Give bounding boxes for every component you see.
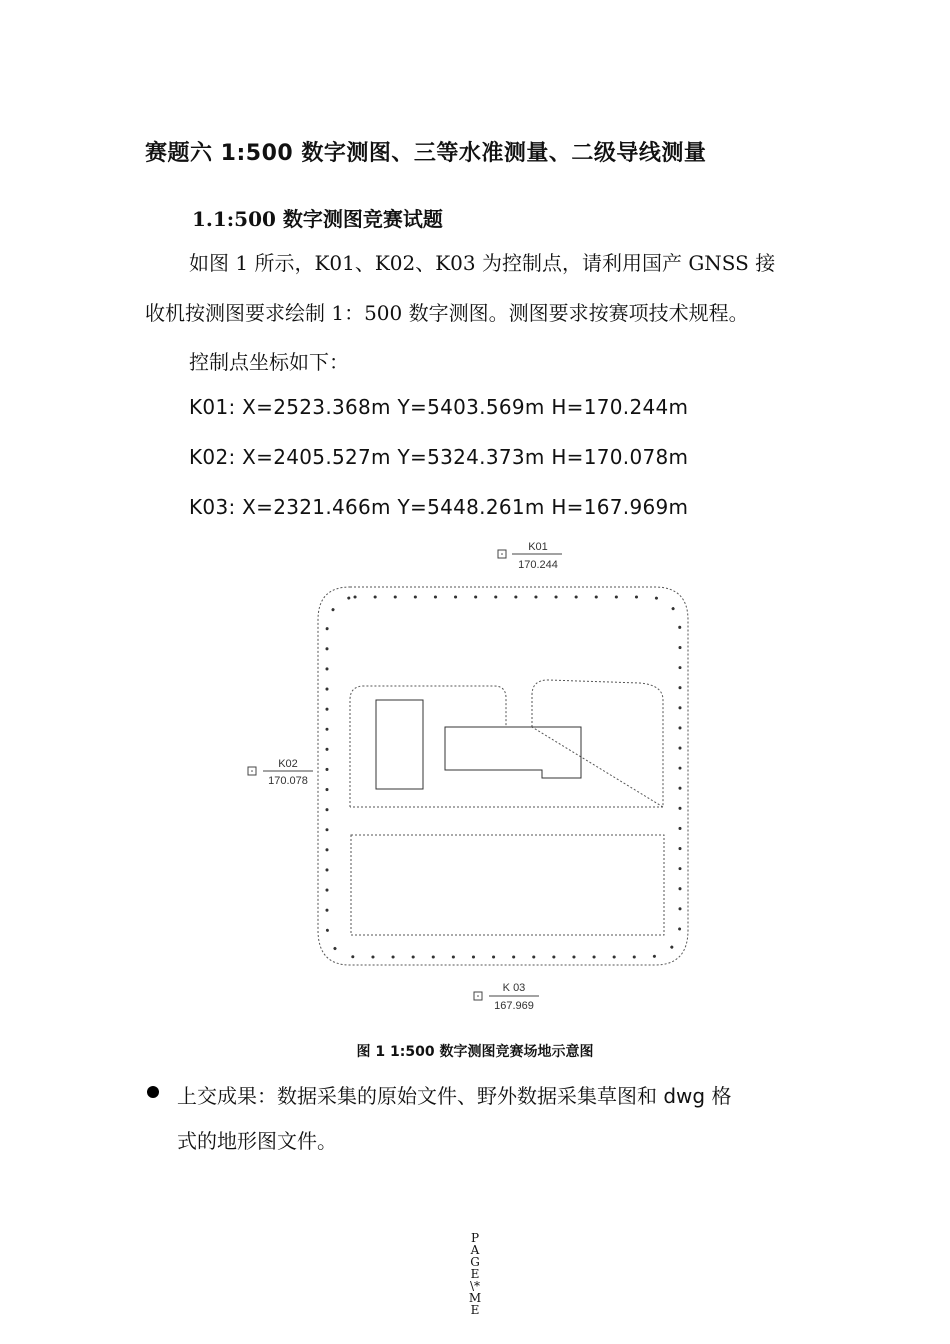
upper-area-outline [350,680,663,807]
section-title: 赛题六 1:500 数字测图、三等水准测量、二级导线测量 [145,141,707,166]
tree-row-dots [327,597,680,957]
control-point-k02 [248,758,313,787]
page-number-field [467,1232,483,1316]
k02-height: 170.078 [268,775,308,787]
k03-label: K 03 [502,982,526,994]
deliverables-line-2: 式的地形图文件。 [177,1129,337,1153]
deliverables-line-1: 上交成果：数据采集的原始文件、野外数据采集草图和 dwg 格 [177,1084,732,1108]
coord-k01: K01: X=2523.368m Y=5403.569m H=170.244m [189,395,689,419]
page-field-char: \* [469,1279,481,1293]
page-field-char: P [470,1231,480,1245]
figure-caption: 图 1 1:500 数字测图竞赛场地示意图 [356,1044,594,1060]
building-tall [376,700,423,789]
page-field-char: G [470,1255,480,1269]
paragraph-line-1: 如图 1 所示，K01、K02、K03 为控制点，请利用国产 GNSS 接 [189,251,776,275]
page-field-char: E [470,1267,480,1281]
page-field-char: M [468,1291,482,1305]
paragraph-line-2: 收机按测图要求绘制 1：500 数字测图。测图要求按赛项技术规程。 [145,301,749,325]
k01-label: K01 [528,541,548,553]
coord-k02: K02: X=2405.527m Y=5324.373m H=170.078m [189,445,689,469]
bullet-icon [147,1086,159,1098]
k01-height: 170.244 [518,559,558,571]
control-point-k01 [498,541,562,571]
lower-field [351,835,664,935]
coord-k03: K03: X=2321.466m Y=5448.261m H=167.969m [189,495,689,519]
building-l-shaped [445,727,581,778]
page-field-char: E [470,1303,480,1317]
site-boundary [318,587,688,965]
k02-label: K02 [278,758,298,770]
k03-height: 167.969 [494,1000,534,1012]
site-map-figure [0,530,950,1020]
subsection-title: 1.1:500 数字测图竞赛试题 [192,207,443,231]
page-field-char: A [470,1243,480,1257]
coords-intro: 控制点坐标如下： [189,350,349,374]
control-point-k03 [474,982,539,1012]
